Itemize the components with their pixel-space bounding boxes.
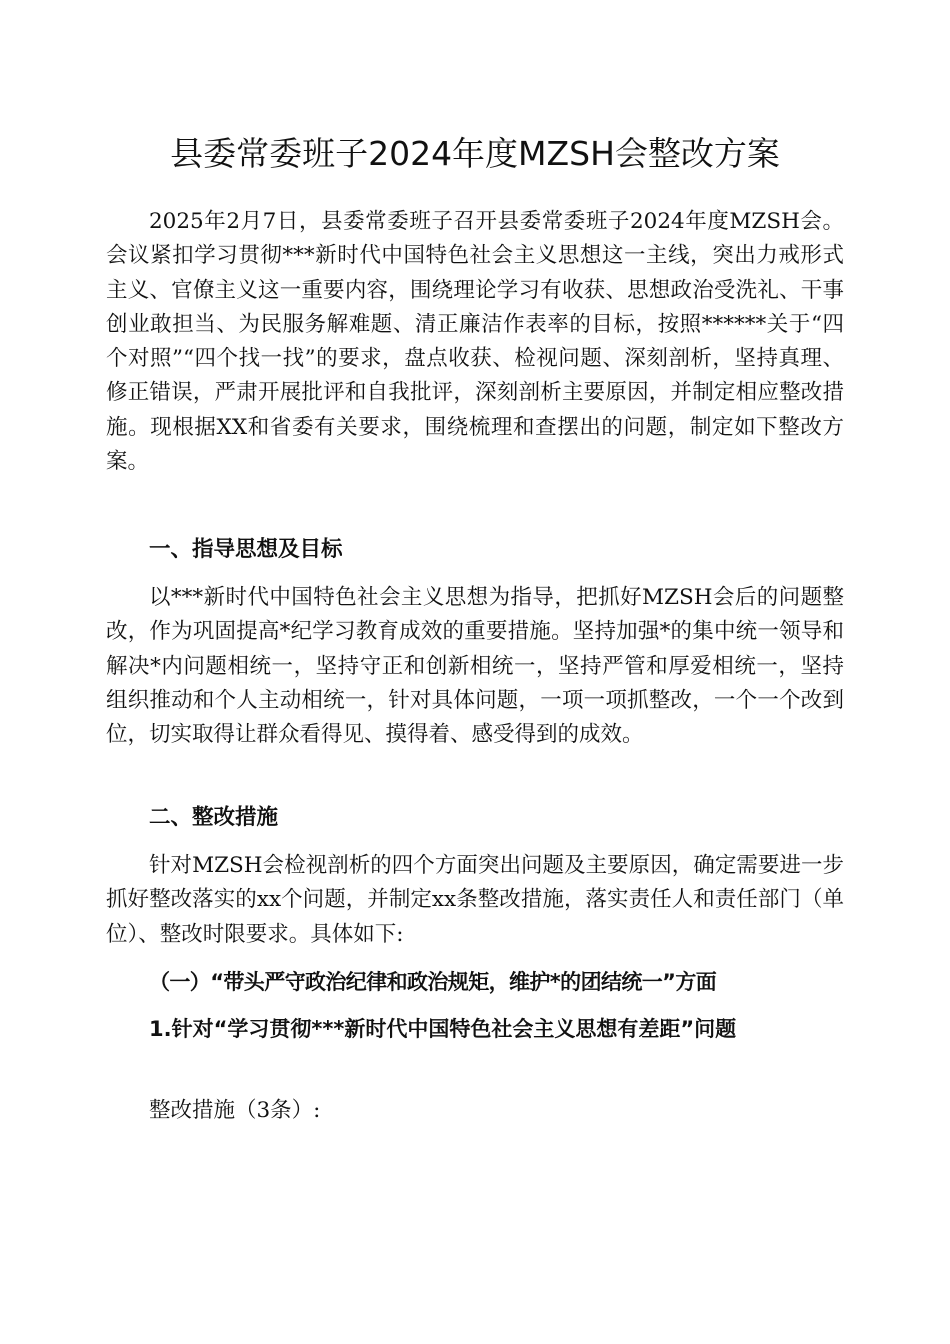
section-heading-rectification-measures: 二、整改措施 [149, 805, 279, 830]
measures-count-line: 整改措施（3条）: [149, 1098, 321, 1123]
section-heading-guiding-thought: 一、指导思想及目标 [149, 537, 343, 562]
rectification-intro-paragraph: 针对MZSH会检视剖析的四个方面突出问题及主要原因，确定需要进一步抓好整改落实的xx个问题，并制定xx条整改措施，落实责任人和责任部门（单位）、整改时限要求。具体如下: [106, 853, 844, 947]
intro-paragraph: 2025年2月7日，县委常委班子召开县委常委班子2024年度MZSH会。会议紧扣学习贯彻***新时代中国特色社会主义思想这一主线，突出力戒形式主义、官僚主义这一重要内容，围绕理论学习有收获、思想政治受洗礼、干事创业敢担当、为民服务解难题、清正廉洁作表率的目标，按照******关于“四个对照”“四个找一找”的要求，盘点收获、检视问题、深刻剖析，坚持真理、修正错误，严肃开展批评和自我批评，深刻剖析主要原因，并制定相应整改措施。现根据XX和省委有关要求，围绕梳理和查摆出的问题，制定如下整改方案。 [106, 209, 844, 475]
item-heading-study-gap: 1.针对“学习贯彻***新时代中国特色社会主义思想有差距”问题 [149, 1017, 737, 1041]
subsection-heading-political-discipline: （一）“带头严守政治纪律和政治规矩，维护*的团结统一”方面 [149, 970, 717, 994]
document-title: 县委常委班子2024年度MZSH会整改方案 [170, 134, 780, 173]
guiding-thought-paragraph: 以***新时代中国特色社会主义思想为指导，把抓好MZSH会后的问题整改，作为巩固提高*纪学习教育成效的重要措施。坚持加强*的集中统一领导和解决*内问题相统一，坚持守正和创新相统一，坚持严管和厚爱相统一，坚持组织推动和个人主动相统一，针对具体问题，一项一项抓整改，一个一个改到位，切实取得让群众看得见、摸得着、感受得到的成效。 [106, 585, 844, 748]
